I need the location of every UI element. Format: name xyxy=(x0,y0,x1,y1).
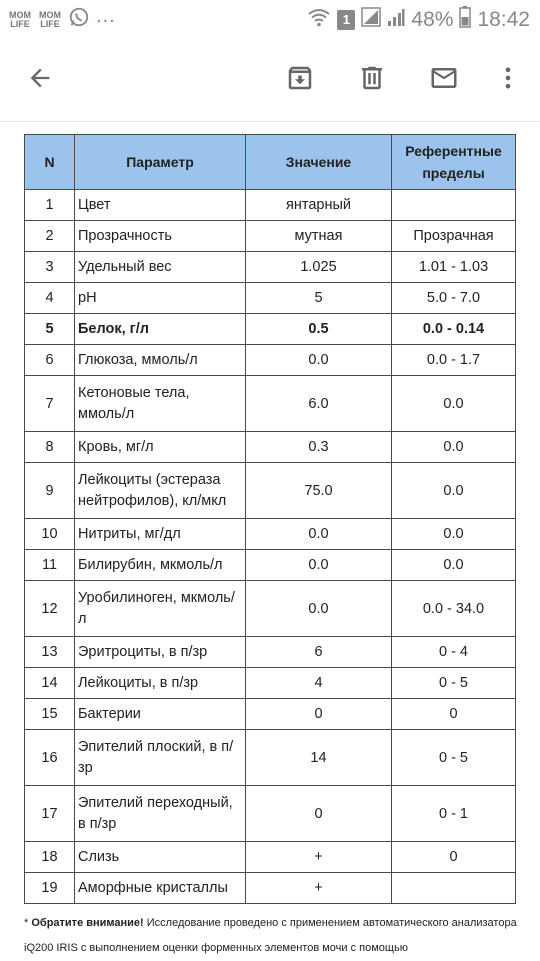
row-reference: 0.0 - 0.14 xyxy=(392,314,516,345)
row-value: 14 xyxy=(246,730,392,786)
table-row xyxy=(25,699,516,730)
table-row xyxy=(25,190,516,221)
row-reference: 0 - 4 xyxy=(392,637,516,668)
trash-icon xyxy=(357,63,387,93)
row-number: 7 xyxy=(25,376,75,432)
header-n: N xyxy=(25,135,75,190)
back-button[interactable] xyxy=(22,60,58,96)
results-table-container xyxy=(24,134,516,904)
more-notifications: ... xyxy=(96,5,116,27)
mom-life-logo-1: MOM LIFE xyxy=(9,9,31,29)
wifi-icon xyxy=(307,7,331,32)
table-row xyxy=(25,730,516,786)
table-row xyxy=(25,786,516,842)
row-reference: 0 xyxy=(392,842,516,873)
mark-unread-button[interactable] xyxy=(426,60,462,96)
row-reference: 0 - 1 xyxy=(392,786,516,842)
row-parameter: Удельный вес xyxy=(75,252,246,283)
footnote-star: * xyxy=(24,917,32,929)
row-number: 15 xyxy=(25,699,75,730)
row-parameter: Слизь xyxy=(75,842,246,873)
row-number: 13 xyxy=(25,637,75,668)
row-value: 0.5 xyxy=(246,314,392,345)
table-header-row xyxy=(25,135,516,190)
table-row xyxy=(25,842,516,873)
signal-icon-1 xyxy=(361,7,381,32)
row-reference: 0 - 5 xyxy=(392,730,516,786)
row-number: 19 xyxy=(25,873,75,904)
delete-button[interactable] xyxy=(354,60,390,96)
row-reference: 0 xyxy=(392,699,516,730)
row-number: 17 xyxy=(25,786,75,842)
row-parameter: Уробилиноген, мкмоль/л xyxy=(75,581,246,637)
row-parameter: Эпителий переходный, в п/зр xyxy=(75,786,246,842)
row-parameter: Бактерии xyxy=(75,699,246,730)
table-row xyxy=(25,432,516,463)
table-row xyxy=(25,463,516,519)
row-value: 0.0 xyxy=(246,581,392,637)
app-bar xyxy=(0,38,540,118)
row-value: 0.3 xyxy=(246,432,392,463)
row-parameter: Эритроциты, в п/зр xyxy=(75,637,246,668)
status-bar xyxy=(0,0,540,38)
row-reference: 0 - 5 xyxy=(392,668,516,699)
row-number: 14 xyxy=(25,668,75,699)
row-parameter: pH xyxy=(75,283,246,314)
more-vert-icon xyxy=(494,64,522,92)
arrow-back-icon xyxy=(26,64,54,92)
row-parameter: Нитриты, мг/дл xyxy=(75,519,246,550)
table-row xyxy=(25,345,516,376)
row-reference: 0.0 xyxy=(392,463,516,519)
table-row xyxy=(25,519,516,550)
table-row xyxy=(25,252,516,283)
row-number: 6 xyxy=(25,345,75,376)
row-reference: 0.0 xyxy=(392,550,516,581)
mail-icon xyxy=(428,63,460,93)
appbar-divider xyxy=(0,121,540,122)
table-row xyxy=(25,314,516,345)
row-value: 4 xyxy=(246,668,392,699)
row-reference: 0.0 - 34.0 xyxy=(392,581,516,637)
row-reference: 0.0 xyxy=(392,376,516,432)
footnote xyxy=(24,911,524,961)
row-value: 6 xyxy=(246,637,392,668)
row-parameter: Лейкоциты, в п/зр xyxy=(75,668,246,699)
row-value: 6.0 xyxy=(246,376,392,432)
battery-percent: 48% xyxy=(411,7,454,31)
row-number: 12 xyxy=(25,581,75,637)
whatsapp-icon xyxy=(68,6,90,33)
row-value: янтарный xyxy=(246,190,392,221)
header-reference: Референтные пределы xyxy=(392,135,516,190)
row-number: 18 xyxy=(25,842,75,873)
table-row xyxy=(25,550,516,581)
row-parameter: Белок, г/л xyxy=(75,314,246,345)
row-value: 0 xyxy=(246,786,392,842)
row-parameter: Глюкоза, ммоль/л xyxy=(75,345,246,376)
more-options-button[interactable] xyxy=(490,60,526,96)
row-value: + xyxy=(246,842,392,873)
row-value: 75.0 xyxy=(246,463,392,519)
battery-icon xyxy=(459,6,471,33)
row-number: 11 xyxy=(25,550,75,581)
row-parameter: Кровь, мг/л xyxy=(75,432,246,463)
row-reference: 1.01 - 1.03 xyxy=(392,252,516,283)
row-parameter: Билирубин, мкмоль/л xyxy=(75,550,246,581)
row-reference: Прозрачная xyxy=(392,221,516,252)
archive-button[interactable] xyxy=(282,60,318,96)
results-table xyxy=(24,134,516,904)
table-row xyxy=(25,668,516,699)
footnote-bold: Обратите внимание! xyxy=(31,917,144,929)
table-row xyxy=(25,221,516,252)
row-parameter: Кетоновые тела, ммоль/л xyxy=(75,376,246,432)
table-row xyxy=(25,376,516,432)
row-value: 0.0 xyxy=(246,550,392,581)
row-parameter: Лейкоциты (эстераза нейтрофилов), кл/мкл xyxy=(75,463,246,519)
row-number: 16 xyxy=(25,730,75,786)
table-row xyxy=(25,581,516,637)
row-number: 8 xyxy=(25,432,75,463)
row-parameter: Эпителий плоский, в п/зр xyxy=(75,730,246,786)
row-value: 1.025 xyxy=(246,252,392,283)
footnote-text: Исследование проведено с применением автоматического анализатора iQ200 IRIS с выполнением оценки форменных элементов мочи с помощью xyxy=(24,917,517,954)
signal-icon-2 xyxy=(387,7,405,32)
row-reference: 0.0 xyxy=(392,432,516,463)
row-value: 5 xyxy=(246,283,392,314)
row-value: 0.0 xyxy=(246,345,392,376)
row-value: мутная xyxy=(246,221,392,252)
row-reference: 5.0 - 7.0 xyxy=(392,283,516,314)
header-value: Значение xyxy=(246,135,392,190)
mom-life-logo-2: MOM LIFE xyxy=(39,9,61,29)
row-number: 3 xyxy=(25,252,75,283)
archive-icon xyxy=(285,63,315,93)
row-number: 5 xyxy=(25,314,75,345)
row-parameter: Прозрачность xyxy=(75,221,246,252)
row-value: 0 xyxy=(246,699,392,730)
row-number: 9 xyxy=(25,463,75,519)
clock: 18:42 xyxy=(477,7,530,31)
row-reference: 0.0 xyxy=(392,519,516,550)
table-row xyxy=(25,637,516,668)
row-number: 4 xyxy=(25,283,75,314)
table-row xyxy=(25,873,516,904)
row-parameter: Аморфные кристаллы xyxy=(75,873,246,904)
row-parameter: Цвет xyxy=(75,190,246,221)
table-row xyxy=(25,283,516,314)
row-number: 1 xyxy=(25,190,75,221)
row-reference xyxy=(392,190,516,221)
header-parameter: Параметр xyxy=(75,135,246,190)
row-number: 10 xyxy=(25,519,75,550)
row-reference: 0.0 - 1.7 xyxy=(392,345,516,376)
sim-badge: 1 xyxy=(337,10,355,30)
row-reference xyxy=(392,873,516,904)
row-value: + xyxy=(246,873,392,904)
row-value: 0.0 xyxy=(246,519,392,550)
row-number: 2 xyxy=(25,221,75,252)
